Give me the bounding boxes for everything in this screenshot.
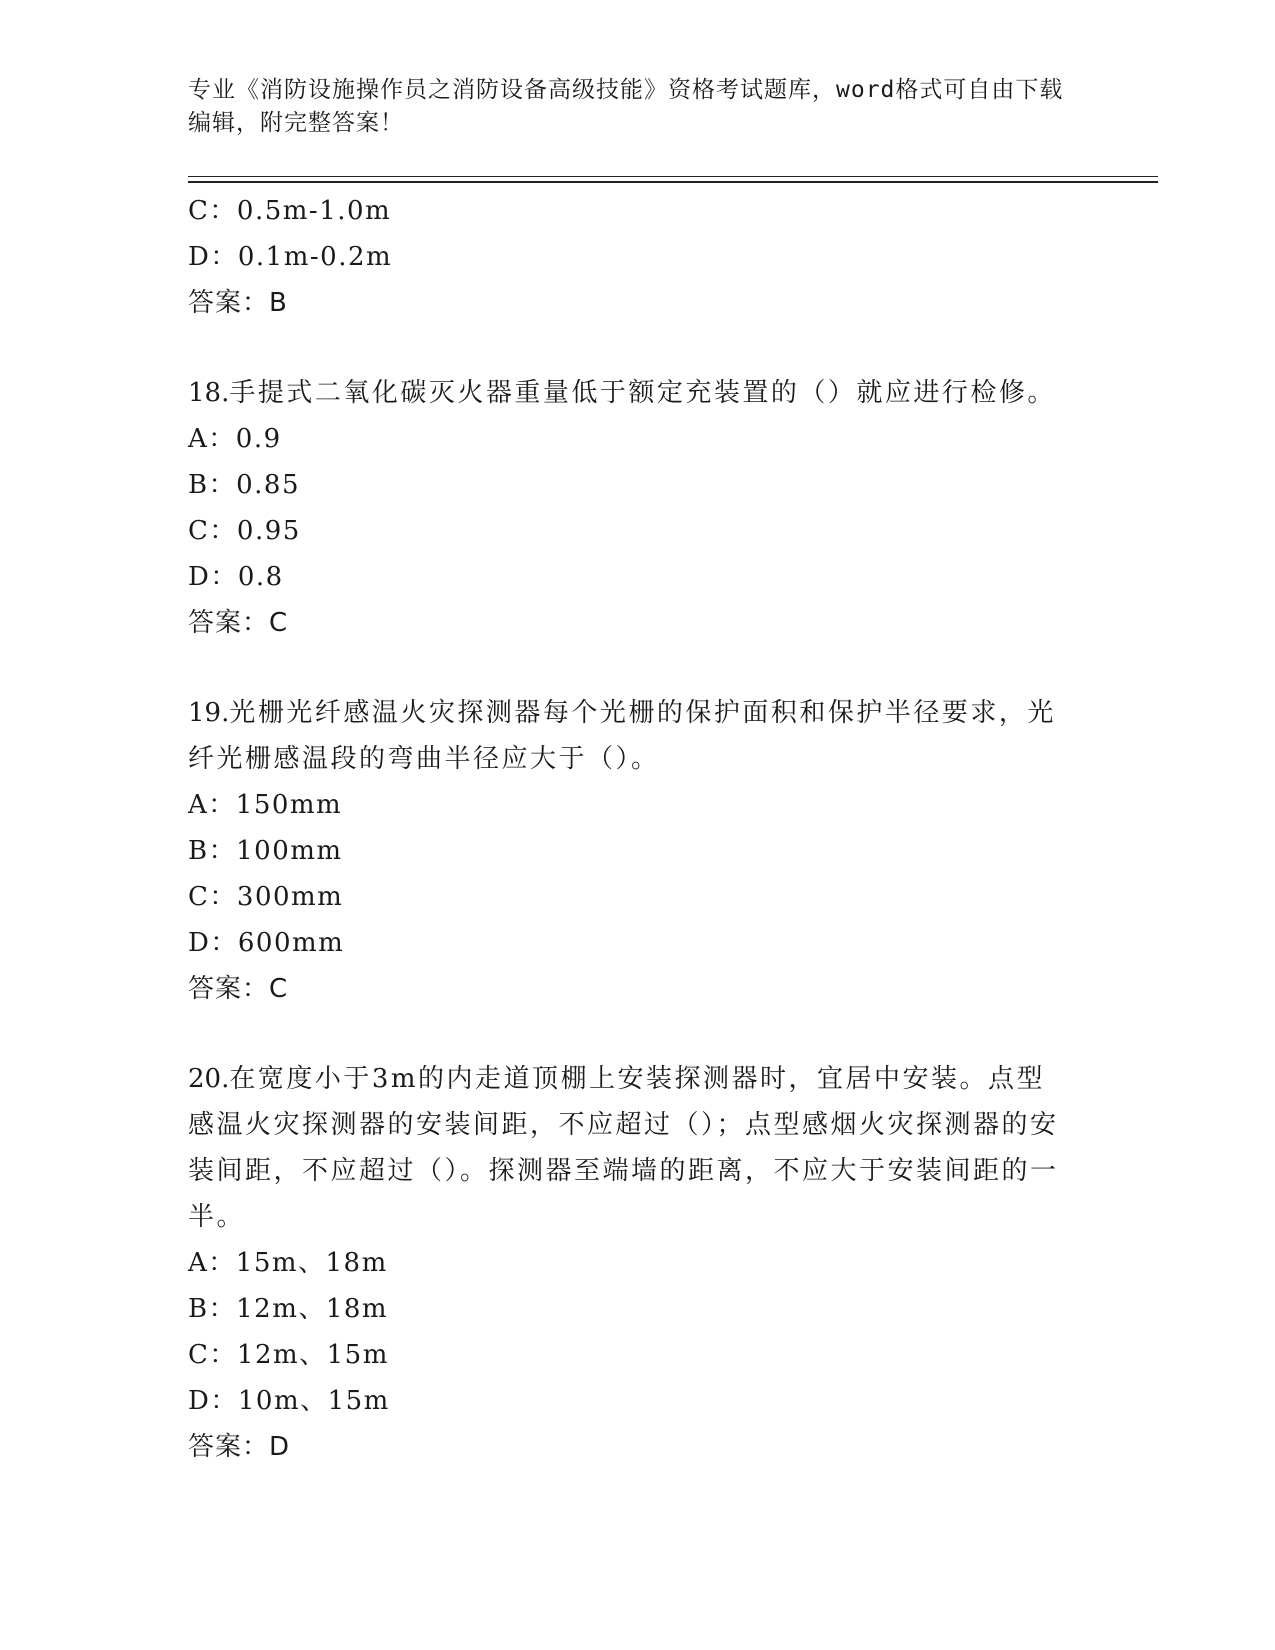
option-a [188,782,1088,828]
option-text: 100mm [236,836,343,866]
answer-line [188,600,1088,646]
option-key: A： [188,1248,236,1278]
option-key: C： [188,882,237,912]
answer-label: 答案： [188,608,270,638]
option-key: B： [188,470,237,500]
question-text: 手提式二氧化碳灭火器重量低于额定充装置的（）就应进行检修。 [229,378,1056,408]
option-d [188,554,1088,600]
document-header: 专业《消防设施操作员之消防设备高级技能》资格考试题库，word格式可自由下载编辑，附完整答案！ [188,77,1064,136]
option-b [188,1286,1088,1332]
question-number: 18. [188,378,230,408]
question-stem [188,690,1068,782]
option-text: 0.8 [237,562,284,592]
option-key: D： [188,1386,238,1416]
option-c [188,1332,1088,1378]
answer-value: C [269,974,289,1004]
option-a [188,416,1088,462]
option-text: 0.1m-0.2m [237,242,393,272]
question-text: 光栅光纤感温火灾探测器每个光栅的保护面积和保护半径要求，光纤光栅感温段的弯曲半径应大于（）。 [188,698,1056,774]
option-key: C： [188,196,237,226]
prev-question-block [188,188,1088,326]
answer-value: C [269,608,289,638]
answer-label: 答案： [188,288,270,318]
option-b [188,828,1088,874]
question-stem [188,370,1068,416]
option-key: B： [188,1294,237,1324]
answer-value: B [269,288,288,318]
question-18 [188,370,1088,646]
option-a [188,1240,1088,1286]
option-text: 10m、15m [237,1386,390,1416]
option-text: 15m、18m [235,1248,388,1278]
question-20 [188,1056,1088,1470]
option-key: A： [188,424,236,454]
option-d [188,1378,1088,1424]
option-text: 12m、15m [236,1340,389,1370]
answer-value: D [269,1432,291,1462]
option-c [188,508,1088,554]
option-text: 0.85 [236,470,300,500]
option-text: 0.95 [236,516,301,546]
option-key: B： [188,836,237,866]
option-c [188,874,1088,920]
option-key: D： [188,562,238,592]
question-text: 在宽度小于3m的内走道顶棚上安装探测器时，宜居中安装。点型感温火灾探测器的安装间距，不应超过（）；点型感烟火灾探测器的安装间距，不应超过（）。探测器至端墙的距离，不应大于安装间距的一半。 [188,1064,1059,1232]
option-text: 0.9 [235,424,282,454]
option-text: 12m、18m [236,1294,389,1324]
answer-label: 答案： [188,1432,270,1462]
answer-line [188,1424,1088,1470]
answer-label: 答案： [188,974,270,1004]
option-text: 0.5m-1.0m [236,196,392,226]
option-key: A： [188,790,236,820]
option-b [188,462,1088,508]
question-number: 20. [188,1064,230,1094]
answer-line [188,966,1088,1012]
option-key: D： [188,242,238,272]
header-divider-thick [188,181,1158,183]
answer-line [188,280,1088,326]
option-text: 150mm [235,790,343,820]
option-key: C： [188,516,237,546]
option-c [188,188,1088,234]
option-text: 600mm [237,928,345,958]
option-d [188,234,1088,280]
option-key: C： [188,1340,237,1370]
question-19 [188,690,1088,1012]
header-divider-thin [188,176,1158,177]
question-number: 19. [188,698,230,728]
question-stem [188,1056,1068,1240]
option-key: D： [188,928,238,958]
question-content [188,188,1088,1470]
option-d [188,920,1088,966]
option-text: 300mm [236,882,344,912]
